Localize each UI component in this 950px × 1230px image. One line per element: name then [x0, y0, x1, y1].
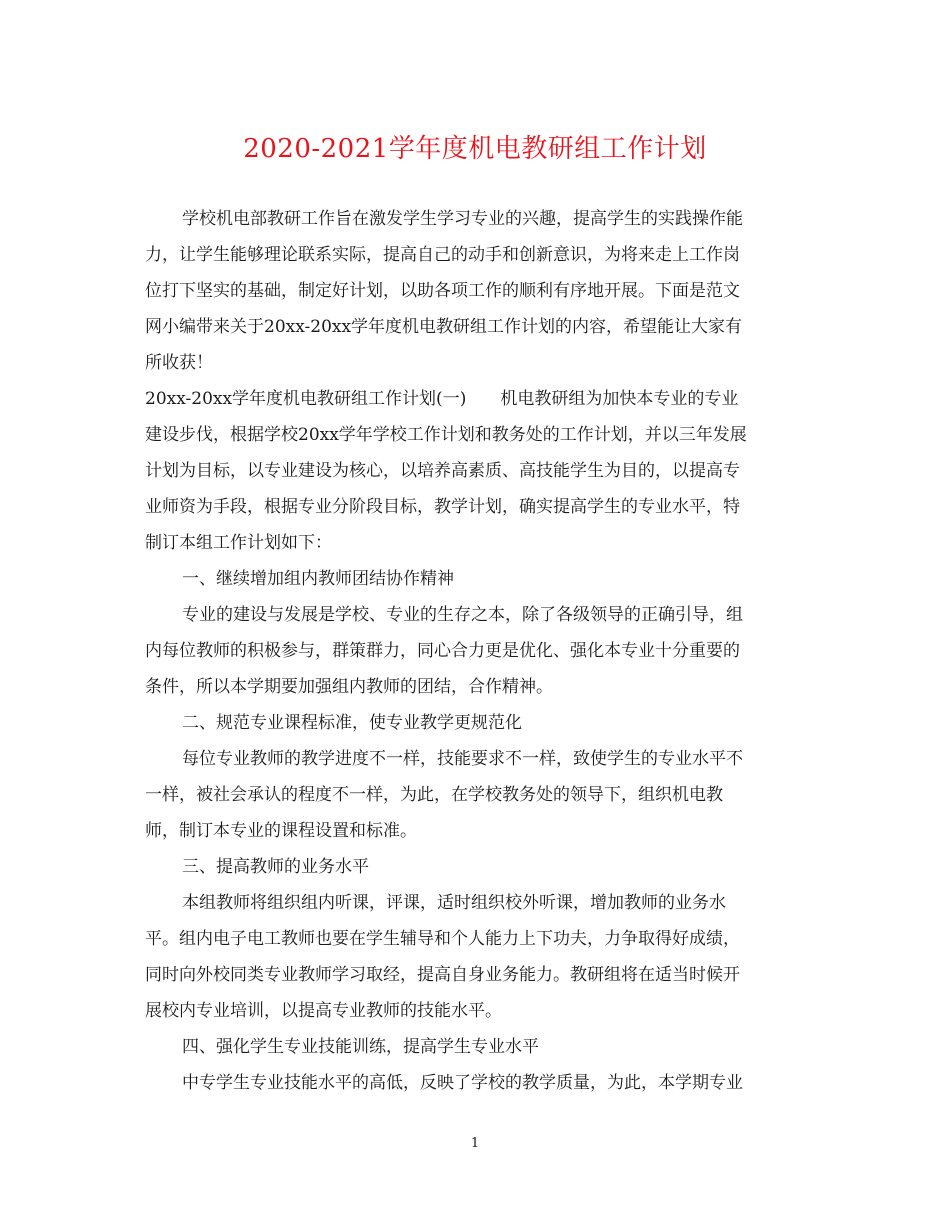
paragraph-line: 所收获！ [145, 353, 213, 373]
paragraph-line: 条件，所以本学期要加强组内教师的团结，合作精神。 [145, 677, 553, 697]
paragraph-line: 每位专业教师的教学进度不一样，技能要求不一样，致使学生的专业水平不 [182, 749, 743, 769]
paragraph-line: 师，制订本专业的课程设置和标准。 [145, 821, 417, 841]
paragraph-line: 专业的建设与发展是学校、专业的生存之本，除了各级领导的正确引导，组 [182, 605, 743, 625]
paragraph-line: 建设步伐，根据学校20xx学年学校工作计划和教务处的工作计划，并以三年发展 [145, 425, 747, 445]
paragraph-line: 计划为目标，以专业建设为核心，以培养高素质、高技能学生为目的，以提高专 [145, 461, 740, 481]
section-heading: 一、继续增加组内教师团结协作精神 [182, 569, 454, 589]
paragraph-line: 同时向外校同类专业教师学习取经，提高自身业务能力。教研组将在适当时候开 [145, 965, 740, 985]
paragraph-line: 学校机电部教研工作旨在激发学生学习专业的兴趣，提高学生的实践操作能 [182, 209, 743, 229]
paragraph-line: 中专学生专业技能水平的高低，反映了学校的教学质量，为此，本学期专业 [182, 1073, 743, 1093]
section-heading: 二、规范专业课程标准，使专业教学更规范化 [182, 713, 522, 733]
section-heading: 三、提高教师的业务水平 [182, 857, 369, 877]
paragraph-line: 位打下坚实的基础，制定好计划，以助各项工作的顺利有序地开展。下面是范文 [145, 281, 740, 301]
paragraph-line: 业师资为手段，根据专业分阶段目标，教学计划，确实提高学生的专业水平，特 [145, 497, 740, 517]
page-number: 1 [470, 1136, 480, 1151]
document-title: 2020-2021学年度机电教研组工作计划 [243, 134, 707, 164]
paragraph-line: 网小编带来关于20xx-20xx学年度机电教研组工作计划的内容，希望能让大家有 [145, 317, 743, 337]
paragraph-line: 平。组内电子电工教师也要在学生辅导和个人能力上下功夫，力争取得好成绩， [145, 929, 740, 949]
paragraph-line: 力，让学生能够理论联系实际，提高自己的动手和创新意识，为将来走上工作岗 [145, 245, 740, 265]
paragraph-line: 内每位教师的积极参与，群策群力，同心合力更是优化、强化本专业十分重要的 [145, 641, 740, 661]
paragraph-line: 制订本组工作计划如下： [145, 533, 332, 553]
section-heading: 四、强化学生专业技能训练，提高学生专业水平 [182, 1037, 539, 1057]
paragraph-line: 本组教师将组织组内听课，评课，适时组织校外听课，增加教师的业务水 [182, 893, 726, 913]
paragraph-line: 展校内专业培训，以提高专业教师的技能水平。 [145, 1001, 502, 1021]
paragraph-line: 一样，被社会承认的程度不一样，为此，在学校教务处的领导下，组织机电教 [145, 785, 723, 805]
paragraph-line: 20xx-20xx学年度机电教研组工作计划(一) 机电教研组为加快本专业的专业 [145, 389, 739, 409]
